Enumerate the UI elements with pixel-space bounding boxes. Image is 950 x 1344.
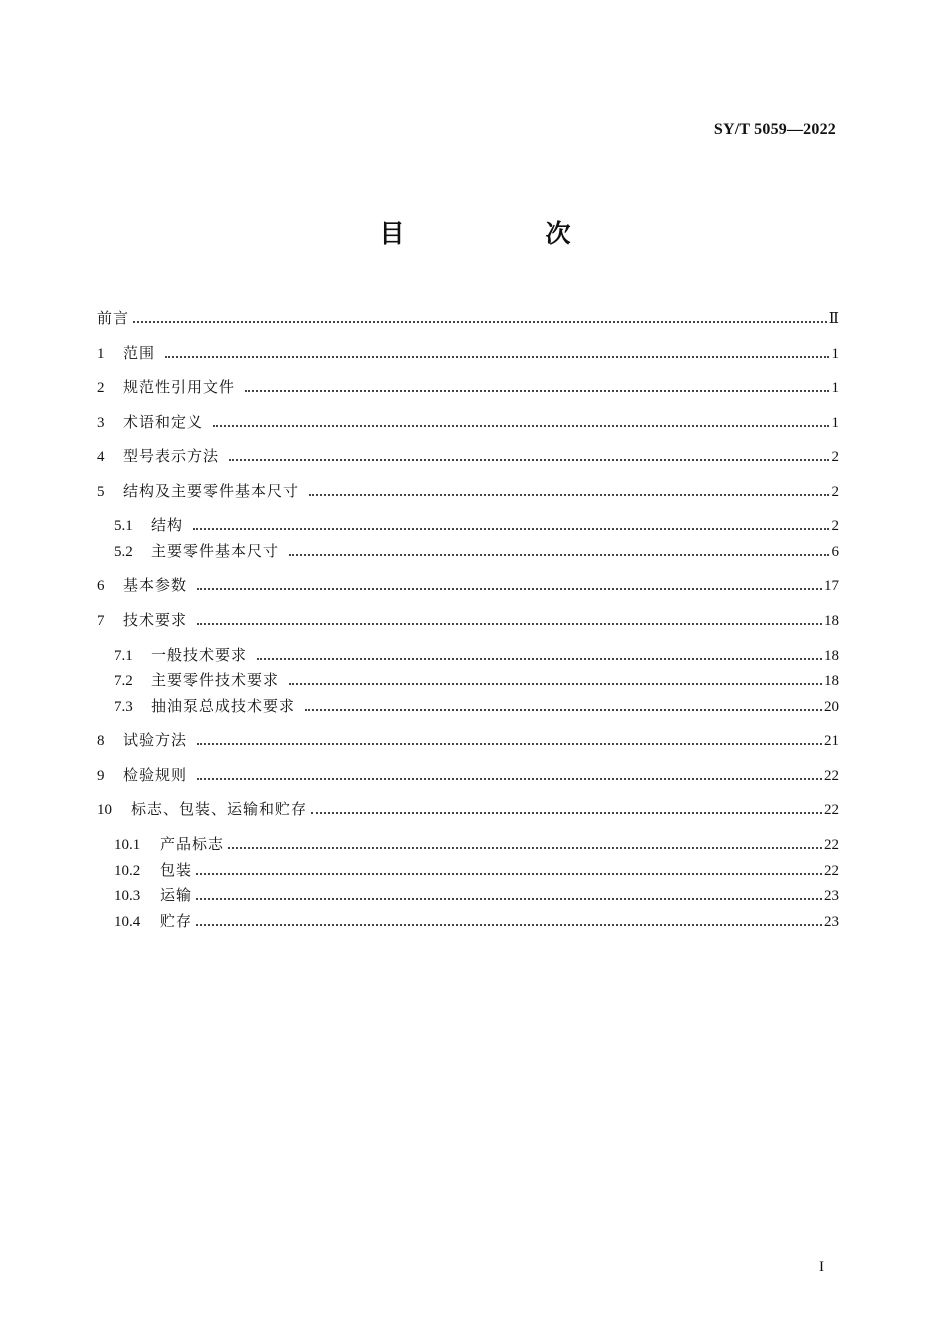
dot-leader (305, 709, 822, 711)
dot-leader (257, 658, 822, 660)
dot-leader (197, 743, 822, 745)
dot-leader (197, 623, 822, 625)
dot-leader (309, 494, 829, 496)
toc-entry-page: 23 (824, 888, 839, 904)
table-of-contents (97, 0, 839, 1344)
toc-entry-label: 结构及主要零件基本尺寸 (123, 482, 300, 500)
toc-entry[interactable] (97, 608, 839, 632)
toc-entry[interactable] (97, 375, 839, 399)
toc-entry-number: 7 (97, 613, 105, 629)
toc-entry-page: 18 (824, 613, 839, 629)
toc-entry-page: 1 (831, 380, 839, 396)
toc-entry-label: 技术要求 (123, 611, 188, 629)
dot-leader (165, 356, 829, 358)
toc-entry-number: 3 (97, 415, 105, 431)
dot-leader (213, 425, 829, 427)
toc-entry-page: 2 (831, 518, 839, 534)
toc-subentry[interactable] (114, 883, 839, 907)
toc-entry[interactable] (97, 573, 839, 597)
toc-entry-preface[interactable] (97, 306, 839, 330)
dot-leader (197, 778, 822, 780)
dot-leader (196, 873, 822, 875)
toc-subentry[interactable] (114, 539, 839, 563)
toc-entry[interactable] (97, 728, 839, 752)
toc-entry-label: 检验规则 (123, 766, 188, 784)
toc-entry-label: 产品标志 (160, 835, 225, 853)
toc-subentry[interactable] (114, 909, 839, 933)
toc-entry-label: 基本参数 (123, 576, 188, 594)
page-number: I (819, 1259, 824, 1275)
toc-entry-number: 5.2 (114, 544, 133, 560)
dot-leader (311, 812, 822, 814)
dot-leader (196, 898, 822, 900)
toc-entry-number: 7.2 (114, 673, 133, 689)
toc-entry-page: 1 (831, 346, 839, 362)
toc-entry-page: 21 (824, 733, 839, 749)
toc-entry-number: 7.1 (114, 648, 133, 664)
toc-entry-label: 一般技术要求 (151, 646, 248, 664)
standard-code: SY/T 5059—2022 (713, 121, 836, 138)
toc-entry-label: 型号表示方法 (123, 447, 220, 465)
toc-entry-page: 6 (831, 544, 839, 560)
toc-entry-label: 标志、包装、运输和贮存 (131, 800, 308, 818)
toc-entry-number: 10.1 (114, 837, 141, 853)
toc-entry-page: 23 (824, 914, 839, 930)
toc-entry-page: 22 (824, 863, 839, 879)
dot-leader (289, 554, 829, 556)
dot-leader (228, 847, 822, 849)
toc-entry-number: 7.3 (114, 699, 133, 715)
toc-subentry[interactable] (114, 668, 839, 692)
toc-entry-page: 18 (824, 648, 839, 664)
toc-entry-number: 2 (97, 380, 105, 396)
toc-entry-number: 8 (97, 733, 105, 749)
toc-entry-label: 抽油泵总成技术要求 (151, 697, 296, 715)
toc-entry-number: 9 (97, 768, 105, 784)
toc-entry[interactable] (97, 763, 839, 787)
toc-entry-page: 22 (824, 802, 839, 818)
toc-entry-page: 17 (824, 578, 839, 594)
toc-entry[interactable] (97, 410, 839, 434)
toc-subentry[interactable] (114, 858, 839, 882)
toc-entry-page: 2 (831, 449, 839, 465)
toc-subentry[interactable] (114, 643, 839, 667)
toc-entry[interactable] (97, 444, 839, 468)
toc-entry-number: 5 (97, 484, 105, 500)
toc-entry-number: 1 (97, 346, 105, 362)
dot-leader (196, 924, 822, 926)
toc-entry-number: 10.3 (114, 888, 141, 904)
toc-entry-page: 2 (831, 484, 839, 500)
toc-entry-page: 1 (831, 415, 839, 431)
toc-entry-number: 5.1 (114, 518, 133, 534)
toc-entry-label: 主要零件技术要求 (151, 671, 280, 689)
toc-entry[interactable] (97, 341, 839, 365)
toc-entry-label: 试验方法 (123, 731, 188, 749)
toc-entry[interactable] (97, 797, 839, 821)
dot-leader (289, 683, 822, 685)
toc-entry-page: 22 (824, 768, 839, 784)
dot-leader (229, 459, 829, 461)
toc-entry-page: 20 (824, 699, 839, 715)
toc-entry-number: 4 (97, 449, 105, 465)
toc-entry-label: 主要零件基本尺寸 (151, 542, 280, 560)
toc-entry-number: 10 (97, 802, 112, 818)
toc-subentry[interactable] (114, 694, 839, 718)
toc-entry[interactable] (97, 479, 839, 503)
toc-entry-label: 包装 (160, 861, 193, 879)
dot-leader (133, 321, 827, 323)
toc-entry-label: 前言 (97, 309, 130, 327)
toc-entry-label: 运输 (160, 886, 193, 904)
toc-entry-number: 10.2 (114, 863, 141, 879)
toc-entry-page: Ⅱ (828, 311, 839, 327)
toc-subentry[interactable] (114, 513, 839, 537)
toc-entry-label: 贮存 (160, 912, 193, 930)
toc-entry-page: 22 (824, 837, 839, 853)
toc-entry-label: 结构 (151, 516, 184, 534)
page-title: 目 次 (379, 219, 629, 248)
toc-entry-page: 18 (824, 673, 839, 689)
dot-leader (193, 528, 829, 530)
toc-subentry[interactable] (114, 832, 839, 856)
toc-entry-label: 范围 (123, 344, 156, 362)
toc-entry-label: 规范性引用文件 (123, 378, 236, 396)
toc-entry-label: 术语和定义 (123, 413, 204, 431)
dot-leader (197, 588, 822, 590)
toc-entry-number: 10.4 (114, 914, 141, 930)
toc-entry-number: 6 (97, 578, 105, 594)
dot-leader (245, 390, 829, 392)
